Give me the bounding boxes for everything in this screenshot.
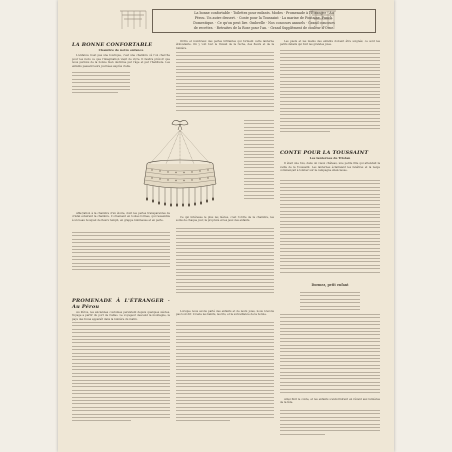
closing-paragraph: Ainsi finit le conte, et les enfants s'endormirent en rêvant aux lumières de la fête. [280, 398, 380, 405]
text-block-left-3 [72, 322, 170, 424]
promenade-section [72, 296, 170, 322]
left-column-body [72, 212, 170, 223]
poem-heading: Dormez, petit enfant [311, 283, 349, 287]
right-paragraph: Les pieds et les mains des enfants doivent être soignés; ce sont les petits détails qui font les grandes joies. [280, 40, 380, 47]
banner-line: Pérou. Un autre dessert. · Conte pour la Toussaint · La marine de Fontaine. Punch. [194, 16, 334, 20]
section-title: CONTE POUR LA TOUSSAINT [280, 150, 369, 156]
chandelier-illustration [130, 118, 240, 210]
middle-paragraph: Ce qui intéresse le plus les mères, c'est l'ordre de la chambre, les soins de chaque jour, la propreté et les jeux des enfants. [176, 216, 274, 223]
text-block-right-1 [280, 50, 380, 135]
poem-lines [300, 292, 360, 312]
ornament-left-icon [118, 9, 148, 31]
magazine-page [58, 0, 394, 452]
banner-line: Domestique. · Ce qu'on peut lire. Ombrelle · Nos concours annuels · Grand concours [193, 21, 335, 25]
text-block-middle-2 [176, 228, 274, 296]
text-block-right-2 [280, 180, 380, 275]
contents-banner [152, 9, 376, 33]
section-title: PROMENADE À L'ÉTRANGER · Au Pérou [72, 298, 170, 310]
text-block-middle-3 [176, 322, 274, 424]
promenade-paragraph: Au Pérou, les anciennes coutumes persistent depuis quelques siècles. Voyage a partir du port de Callao. Le voyageur descend la montagne, le pays des Incas apparaît dans la lumière du matin. [72, 311, 170, 321]
section-subtitle: Chambre de notre enfance [98, 48, 144, 52]
banner-line: La bonne confortable · Toilettes pour enfants. Modes · Promenade à l'Étranger · Au [194, 11, 334, 15]
text-block-left-1 [72, 72, 130, 96]
text-block-right-4 [280, 410, 380, 437]
left-column [72, 40, 170, 69]
text-block-right-3 [280, 314, 380, 395]
text-block-middle-1 [176, 52, 274, 113]
intro-paragraph: L'enfance n'est pas une boutique, c'est une chambre où l'on cherche pour les mots ce que l'imagination vient de vivre. Il faudra prévoir que nous parlons de la bonne bien déchirée par l'âge et par l'habitude. Les enfants passent leurs journées auprès d'elle. [72, 54, 170, 68]
middle-column-2 [176, 216, 274, 224]
text-block-left-2 [72, 232, 170, 273]
closing-block [280, 398, 380, 406]
conte-paragraph: Il était une fois, dans un vieux château, une petite fille qui attendait la veille de la Toussaint. Les lanternes éclairaient les fenêtres et la neige commençait à tomber sur la campagne silencieuse. [280, 162, 380, 173]
middle-paragraph: Lorsque nous avons parlé des enfants et de leurs joies, nous n'avons pas tout dit: il reste les habits, les lits, et la surveillance de la bonne. [176, 310, 274, 317]
middle-column [176, 40, 274, 51]
body-paragraph: Affectation à la chambre d'un étoile, dont les perles transparentes de cristal éclairent la chambre. L'ornement en toutes formes, qui ressemble à un beau bouquet de fleurs rempli, en grappe lumineuse et en perle. [72, 212, 170, 222]
section-subtitle: Les lanternes de Tristan [309, 156, 351, 160]
banner-line: de recettes. · Retraites de la Rose pour l'an. · Grand Supplément de couleur d'Orne. [193, 26, 335, 30]
middle-paragraph: Ordre et nombreux des perles brillantes qui forment cette lanterne étincelante. On y voit tout le travail de la ruche, des fleurs et de la lumière. [176, 40, 274, 50]
text-block-middle-wrap [244, 120, 274, 201]
poem-block [280, 282, 380, 289]
conte-section [280, 148, 380, 174]
right-column [280, 40, 380, 48]
middle-column-3 [176, 310, 274, 318]
section-title: LA BONNE CONFORTABLE [72, 42, 153, 48]
